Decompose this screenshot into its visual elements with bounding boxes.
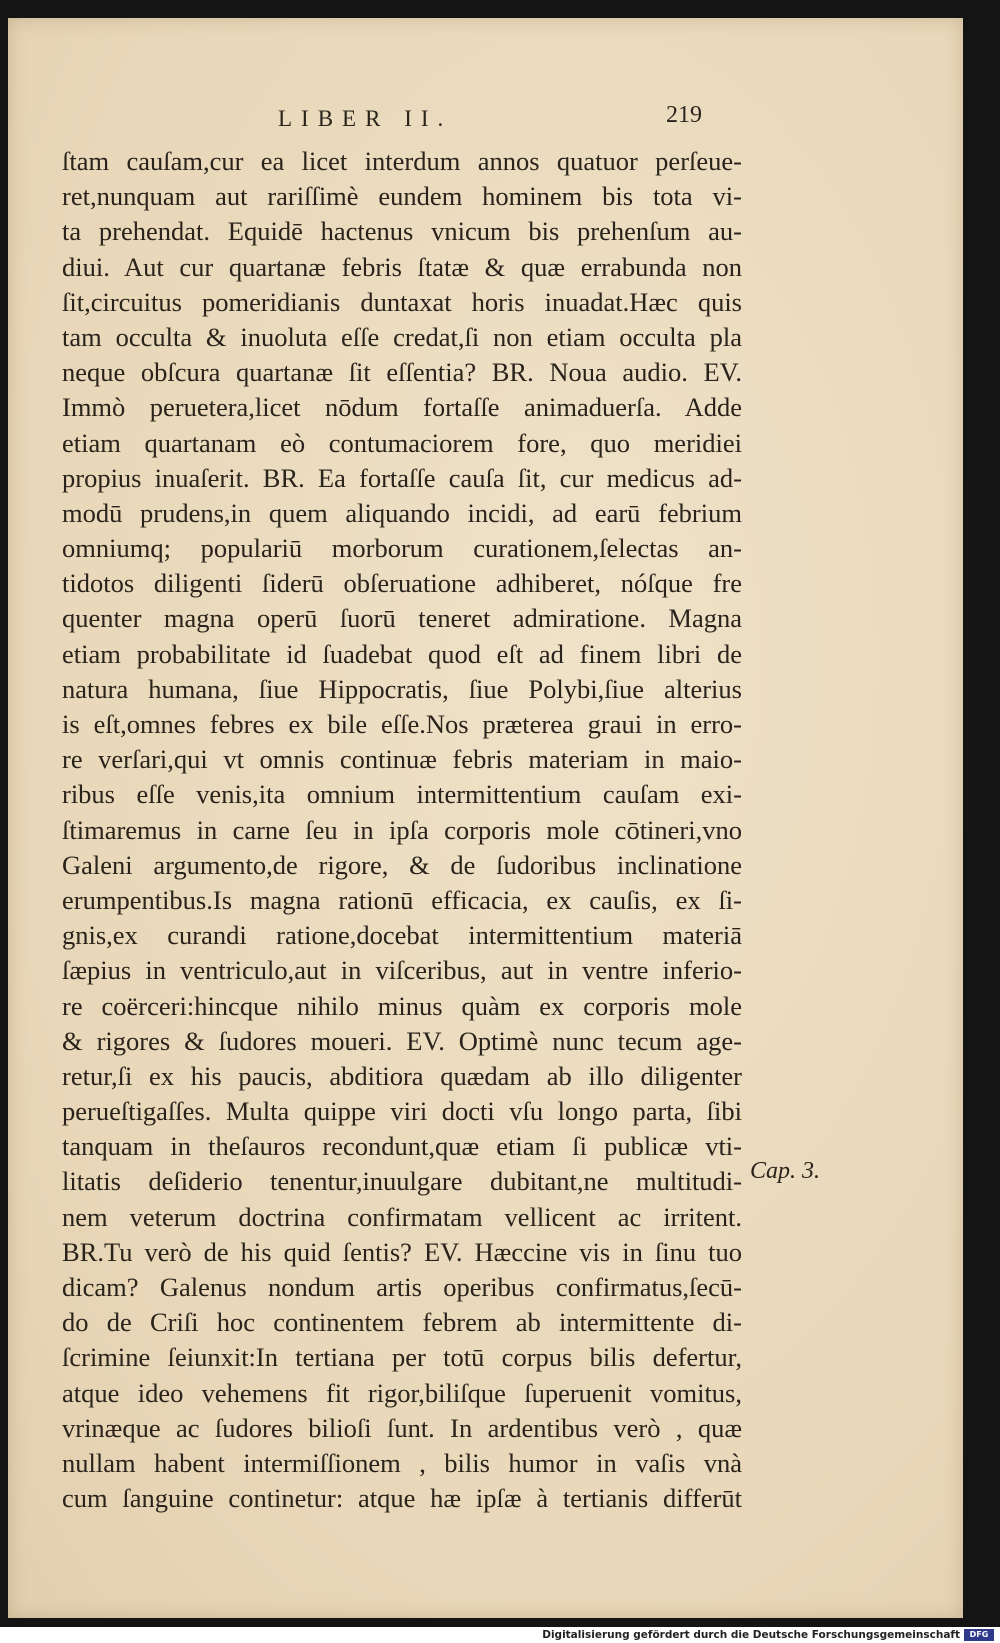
text-line: tanquam in theſauros recondunt,quæ etiam ſi publicæ vti- [62,1131,742,1162]
text-line: Immò peruetera,licet nōdum fortaſſe animaduerſa. Adde [62,392,742,423]
text-line: re coërceri:hincque nihilo minus quàm ex corporis mole [62,990,742,1021]
text-line: litatis deſiderio tenentur,inuulgare dubitant,ne multitudi- [62,1166,742,1197]
book-page [8,18,963,1618]
dfg-logo-icon: DFG [964,1629,994,1641]
text-line: is eſt,omnes febres ex bile eſſe.Nos præterea graui in erro- [62,709,742,739]
text-line: quenter magna operū ſuorū teneret admiratione. Magna [62,603,742,634]
margin-note-chapter: Cap. 3. [750,1158,821,1184]
text-line: dicam? Galenus nondum artis operibus confirmatus,ſecū- [62,1272,742,1302]
text-line: ſtimaremus in carne ſeu in ipſa corporis mole cōtineri,vno [62,814,742,845]
footer-credit: Digitalisierung gefördert durch die Deutsche Forschungsgemeinschaft [542,1629,960,1641]
text-line: ſtam cauſam,cur ea licet interdum annos quatuor perſeue- [62,146,742,176]
page-number: 219 [666,102,702,128]
text-line: ta prehendat. Equidē hactenus vnicum bis prehenſum au- [62,216,742,247]
text-line: ſcrimine ſeiunxit:In tertiana per totū corpus bilis defertur, [62,1342,742,1373]
text-line: erumpentibus.Is magna rationū efficacia, ex cauſis, ex ſi- [62,884,742,915]
text-line: ſit,circuitus pomeridianis duntaxat horis inuadat.Hæc quis [62,286,742,317]
text-line: gnis,ex curandi ratione,docebat intermittentium materiā [62,920,742,951]
text-line: modū prudens,in quem aliquando incidi, ad earū febrium [62,497,742,528]
text-line: retur,ſi ex his paucis, abditiora quædam ab illo diligenter [62,1060,742,1091]
text-line: Galeni argumento,de rigore, & de ſudoribus inclinatione [62,849,742,880]
text-line: do de Criſi hoc continentem febrem ab intermittente di- [62,1307,742,1338]
text-line: ſæpius in ventriculo,aut in viſceribus, aut in ventre inferio- [62,955,742,986]
text-line: nullam habent intermiſſionem , bilis humor in vaſis vnà [62,1447,742,1478]
text-line: re verſari,qui vt omnis continuæ febris materiam in maio- [62,744,742,775]
text-line: propius inuaſerit. BR. Ea fortaſſe cauſa ſit, cur medicus ad- [62,462,742,493]
body-text [62,144,742,1516]
footer-bar [0,1627,1000,1643]
text-line: ribus eſſe venis,ita omnium intermittentium cauſam exi- [62,779,742,810]
text-line: nem veterum doctrina confirmatam vellicent ac irritent. [62,1201,742,1232]
text-line: diui. Aut cur quartanæ febris ſtatæ & quæ errabunda non [62,251,742,282]
text-line: perueſtigaſſes. Multa quippe viri docti vſu longo parta, ſibi [62,1096,742,1127]
text-line: omniumq; populariū morborum curationem,ſelectas an- [62,533,742,564]
text-line: BR.Tu verò de his quid ſentis? EV. Hæccine vis in ſinu tuo [62,1236,742,1267]
text-line: cum ſanguine continetur: atque hæ ipſæ à tertianis differūt [62,1483,742,1514]
text-line: tidotos diligenti ſiderū obſeruatione adhiberet, nóſque fre [62,568,742,599]
text-line: vrinæque ac ſudores bilioſi ſunt. In ardentibus verò , quæ [62,1412,742,1443]
text-line: natura humana, ſiue Hippocratis, ſiue Polybi,ſiue alterius [62,673,742,704]
running-head: LIBER II. [278,106,453,131]
text-line: & rigores & ſudores moueri. EV. Optimè nunc tecum age- [62,1025,742,1056]
text-line: tam occulta & inuoluta eſſe credat,ſi non etiam occulta pla [62,321,742,352]
text-line: etiam quartanam eò contumaciorem fore, quo meridiei [62,427,742,458]
text-line: atque ideo vehemens fit rigor,biliſque ſuperuenit vomitus, [62,1377,742,1408]
text-line: ret,nunquam aut rariſſimè eundem hominem bis tota vi- [62,181,742,212]
text-line: etiam probabilitate id ſuadebat quod eſt ad finem libri de [62,638,742,669]
text-line: neque obſcura quartanæ ſit eſſentia? BR. Noua audio. EV. [62,357,742,388]
